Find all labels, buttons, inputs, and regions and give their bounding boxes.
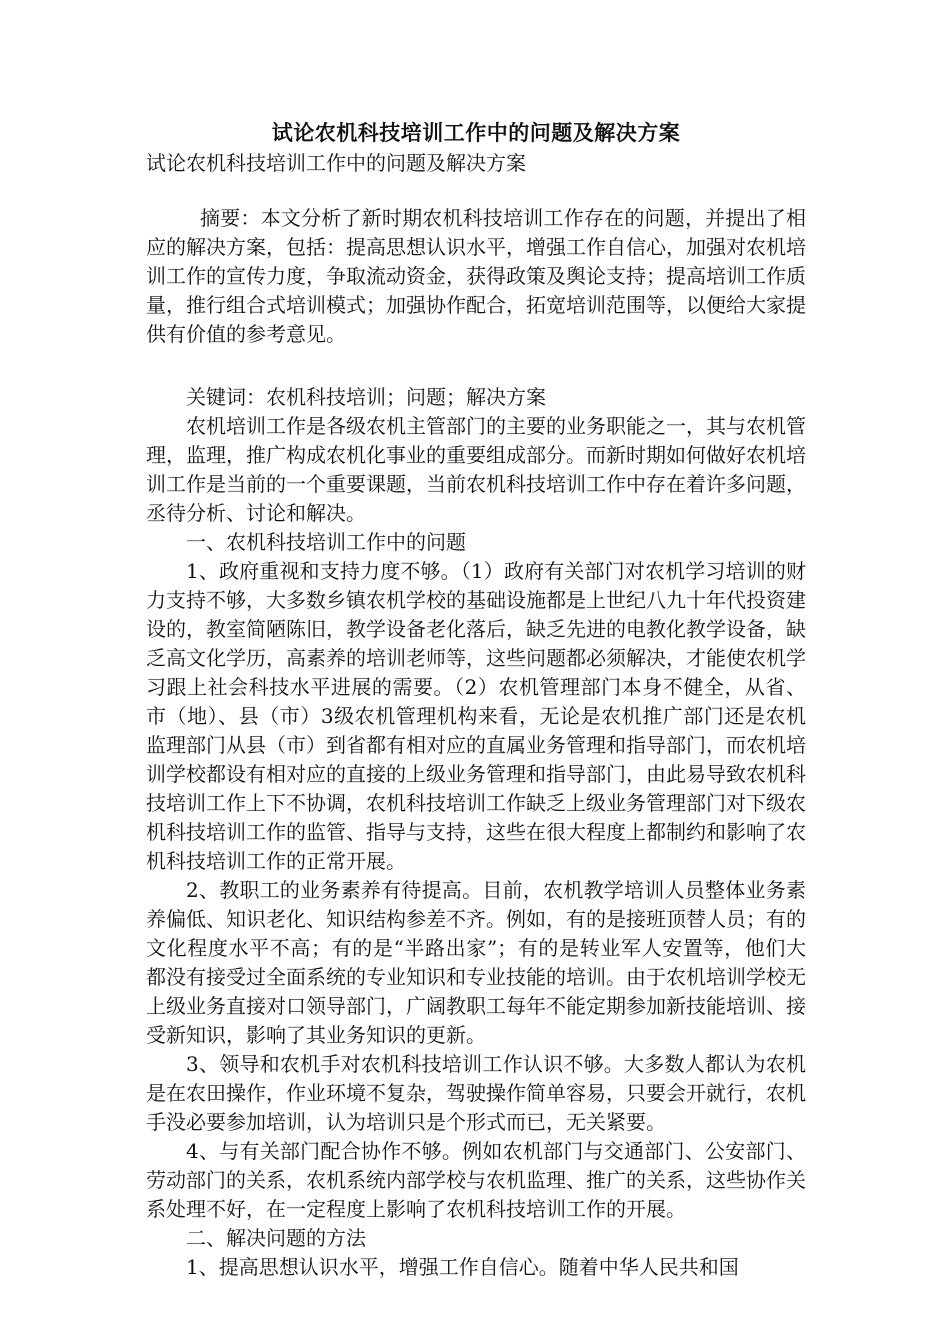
section-heading-problems: 一、农机科技培训工作中的问题	[186, 530, 466, 554]
solution-item-1: 1、提高思想认识水平，增强工作自信心。随着中华人民共和国	[186, 1255, 739, 1279]
problem-item-2: 2、教职工的业务素养有待提高。目前，农机教学培训人员整体业务素养偏低、知识老化、知识结构参差不齐。例如，有的是接班顶替人员；有的文化程度水平不高；有的是“半路出家”；有的是转业军人安置等，他们大都没有接受过全面系统的专业知识和专业技能的培训。由于农机培训学校无上级业务直接对口领导部门，广阔教职工每年不能定期参加新技能培训、接受新知识，影响了其业务知识的更新。	[146, 878, 806, 1047]
abstract-paragraph: 摘要：本文分析了新时期农机科技培训工作存在的问题，并提出了相应的解决方案，包括：提高思想认识水平，增强工作自信心，加强对农机培训工作的宣传力度，争取流动资金，获得政策及舆论支持；提高培训工作质量，推行组合式培训模式；加强协作配合，拓宽培训范围等，以便给大家提供有价值的参考意见。	[146, 206, 806, 346]
problem-item-4: 4、与有关部门配合协作不够。例如农机部门与交通部门、公安部门、劳动部门的关系，农机系统内部学校与农机监理、推广的关系，这些协作关系处理不好，在一定程度上影响了农机科技培训工作的开展。	[146, 1139, 806, 1221]
keywords-line: 关键词：农机科技培训；问题；解决方案	[186, 385, 546, 409]
document-page	[146, 118, 806, 1282]
intro-paragraph: 农机培训工作是各级农机主管部门的主要的业务职能之一，其与农机管理，监理，推广构成农机化事业的重要组成部分。而新时期如何做好农机培训工作是当前的一个重要课题，当前农机科技培训工作中存在着许多问题，丞待分析、讨论和解决。	[146, 414, 806, 525]
document-title: 试论农机科技培训工作中的问题及解决方案	[271, 120, 681, 145]
document-subtitle: 试论农机科技培训工作中的问题及解决方案	[146, 151, 526, 175]
problem-item-1: 1、政府重视和支持力度不够。（1）政府有关部门对农机学习培训的财力支持不够，大多数乡镇农机学校的基础设施都是上世纪八九十年代投资建设的，教室简陋陈旧，教学设备老化落后，缺乏先进的电教化教学设备，缺乏高文化学历，高素养的培训老师等，这些问题都必须解决，才能使农机学习跟上社会科技水平进展的需要。（2）农机管理部门本身不健全，从省、市（地）、县（市）3级农机管理机构来看，无论是农机推广部门还是农机监理部门从县（市）到省都有相对应的直属业务管理和指导部门，而农机培训学校都设有相对应的直接的上级业务管理和指导部门，由此易导致农机科技培训工作上下不协调，农机科技培训工作缺乏上级业务管理部门对下级农机科技培训工作的监管、指导与支持，这些在很大程度上都制约和影响了农机科技培训工作的正常开展。	[146, 559, 806, 873]
problem-item-3: 3、领导和农机手对农机科技培训工作认识不够。大多数人都认为农机是在农田操作，作业环境不复杂，驾驶操作简单容易，只要会开就行，农机手没必要参加培训，认为培训只是个形式而已，无关紧要。	[146, 1052, 806, 1134]
section-heading-solutions: 二、解决问题的方法	[186, 1226, 366, 1250]
